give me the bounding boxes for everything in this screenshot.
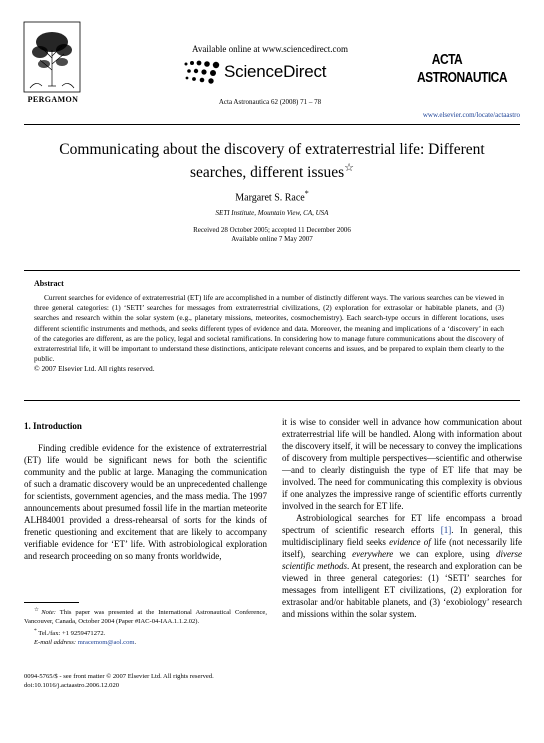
email-label: E-mail address:: [34, 638, 77, 646]
title-line-2: searches, different issues: [189, 164, 345, 182]
para2-text-a: Astrobiological searches for ET life encompass a broad spectrum of scientific research efforts: [282, 513, 522, 535]
abstract-copyright: © 2007 Elsevier Ltd. All rights reserved.: [34, 364, 155, 374]
front-matter: [24, 672, 324, 691]
journal-logo-text: ACTA ASTRONAUTICA: [417, 51, 507, 86]
para2-text-b: . In general, this multidisciplinary field seeks: [282, 525, 522, 547]
abstract-heading: Abstract: [34, 279, 64, 288]
available-online-text: Available online at www.sciencedirect.com: [192, 44, 348, 54]
sciencedirect-dots-icon: [180, 58, 224, 88]
author-mark[interactable]: *: [304, 189, 309, 198]
para2-text-c: life (not necessarily life itself), searching: [282, 537, 522, 559]
author-affiliation: SETI Institute, Mountain View, CA, USA: [215, 209, 329, 217]
abstract-body: [34, 293, 504, 375]
email-link[interactable]: mracemom@aol.com: [76, 638, 135, 646]
author-text: Margaret S. Race: [235, 192, 305, 204]
email-end: .: [134, 638, 137, 646]
para2-emphasis-3: diverse scientific methods: [282, 549, 522, 571]
article-title: [24, 140, 520, 182]
journal-url-link[interactable]: www.elsevier.com/locate/actaastro: [422, 111, 520, 119]
journal-reference: Acta Astronautica 62 (2008) 71 – 78: [218, 98, 322, 106]
tel-mark: *: [34, 627, 37, 634]
pergamon-logo: [22, 20, 82, 110]
received-dates: Received 28 October 2005; accepted 11 December 2006: [193, 226, 351, 234]
title-footnote-mark[interactable]: ☆: [344, 162, 355, 174]
abstract-top-rule: [24, 270, 520, 271]
doi-line[interactable]: doi:10.1016/j.actaastro.2006.12.020: [24, 682, 120, 690]
left-column: [24, 416, 267, 562]
para2-emphasis-1: evidence of: [389, 537, 431, 547]
para2-text-e: . At present, the research and exploration can be viewed in three general categories: (1) ‘SETI’ searches for messages from intelligent ET civilizations, (2) exploration for extrasolar and/or habitable planets, and (3) ‘exobiology’ research and missions within the solar system.: [282, 561, 522, 619]
para2-emphasis-2: everywhere: [352, 549, 394, 559]
footnotes: [24, 606, 267, 647]
para2-text-d: we can explore, using: [393, 549, 496, 559]
intro-paragraph-1-continued: it is wise to consider well in advance how communication about extraterrestrial life will be handled. Along with information about the discovery itself, it will be necessary to convey the implications of discovery from multiple perspectives—scientific and otherwise—and to clearly distinguish the type of ET life that may be involved. The need for communicating this complexity is obvious if one analyzes the impressive range of scientific efforts currently involved in the search for ET life.: [282, 417, 522, 511]
author-name: [24, 189, 520, 203]
section-heading-introduction: 1. Introduction: [24, 421, 82, 431]
footnote-tel: [24, 627, 267, 638]
brand-name: ScienceDirect: [224, 62, 327, 81]
tel-text: Tel./fax: +1 9259471272.: [36, 629, 106, 637]
footnote-email: [24, 638, 267, 647]
note-text: This paper was presented at the International Astronautical Conference, Vancouver, Canada, October 2004 (Paper #IAC-04-IAA.1.1.2.02).: [24, 609, 267, 626]
intro-paragraph-2: [282, 512, 522, 620]
title-line-1: Communicating about the discovery of extraterrestrial life: Different: [59, 141, 485, 158]
issn-line: 0094-5765/$ - see front matter © 2007 Elsevier Ltd. All rights reserved.: [24, 673, 214, 680]
footnote-note: [24, 606, 267, 627]
intro-paragraph-1: Finding credible evidence for the existence of extraterrestrial (ET) life would be significant news for both the scientific community and the public at large. Managing the communication of such a dramatic discovery would be an unprecedented challenge for scientists, government agencies, and the mass media. The 1997 announcements about presumed fossil life in the martian meteorite ALH84001 provided a dress-rehearsal of sorts for the kinds of frenetic questioning and excitement that are likely to accompany verifiable evidence for ‘ET’ life. With astrobiological exploration and research proceeding on so many fronts worldwide,: [24, 443, 267, 561]
note-mark: ☆: [34, 607, 42, 613]
publisher-name: PERGAMON: [27, 95, 79, 104]
abstract-bottom-rule: [24, 400, 520, 401]
available-online-date: Available online 7 May 2007: [231, 235, 313, 244]
acta-astronautica-logo: [417, 50, 507, 92]
note-label: Note:: [41, 609, 56, 617]
sciencedirect-brand: [180, 56, 420, 92]
reference-link-1[interactable]: [1]: [440, 525, 452, 535]
footnote-rule: [24, 602, 79, 603]
abstract-text: Current searches for evidence of extraterrestrial (ET) life are accomplished in a number of distinctly different ways. The various searches can be viewed in three general categories: (1) ‘SETI’ searches for messages from extraterrestrial civilizations, (2) exploration for extrasolar or habitable planets, and (3) searches and research within the solar system (e.g., planetary missions, meteorites, cosmochemistry). Each search-type occurs in different locations, uses different scientific instruments and methods, and seeks different types of evidence and data. Moreover, the meaning and implications of a ‘discovery’ in each of the categories are different, as are the policy, legal and societal ramifications. In considering how to manage future communications about the discovery of extraterrestrial life, it will be important to understand these distinctions, anticipate relevant concerns and issues, and be prepared to explain them clearly to the public.: [34, 293, 504, 364]
header-rule: [24, 124, 520, 125]
right-column: [282, 416, 522, 620]
article-dates: [24, 226, 520, 245]
